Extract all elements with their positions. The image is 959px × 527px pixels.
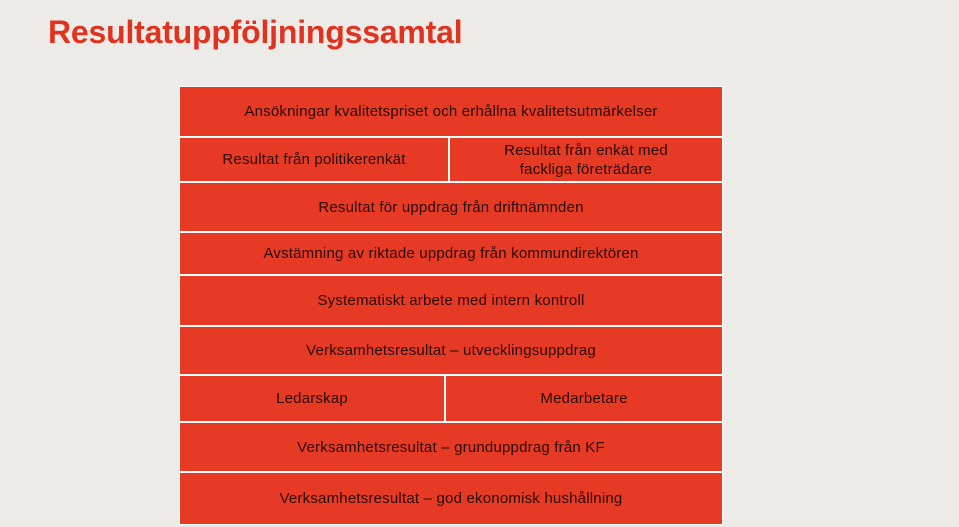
results-diagram — [179, 86, 723, 525]
box-basic-assignment: Verksamhetsresultat – grunduppdrag från KF — [180, 423, 722, 471]
box-employees: Medarbetare — [446, 376, 722, 421]
box-directed-assignments: Avstämning av riktade uppdrag från kommundirektören — [180, 233, 722, 274]
box-development-assignments: Verksamhetsresultat – utvecklingsuppdrag — [180, 327, 722, 374]
box-internal-control: Systematiskt arbete med intern kontroll — [180, 276, 722, 325]
page-title: Resultatuppföljningssamtal — [48, 14, 463, 50]
box-leadership: Ledarskap — [180, 376, 444, 421]
box-politician-survey: Resultat från politikerenkät — [180, 138, 448, 181]
box-economic-management: Verksamhetsresultat – god ekonomisk hushållning — [180, 473, 722, 524]
box-union-survey: Resultat från enkät med fackliga företrädare — [450, 138, 722, 181]
box-board-assignments: Resultat för uppdrag från driftnämnden — [180, 183, 722, 231]
box-quality-awards: Ansökningar kvalitetspriset och erhållna kvalitetsutmärkelser — [180, 87, 722, 136]
